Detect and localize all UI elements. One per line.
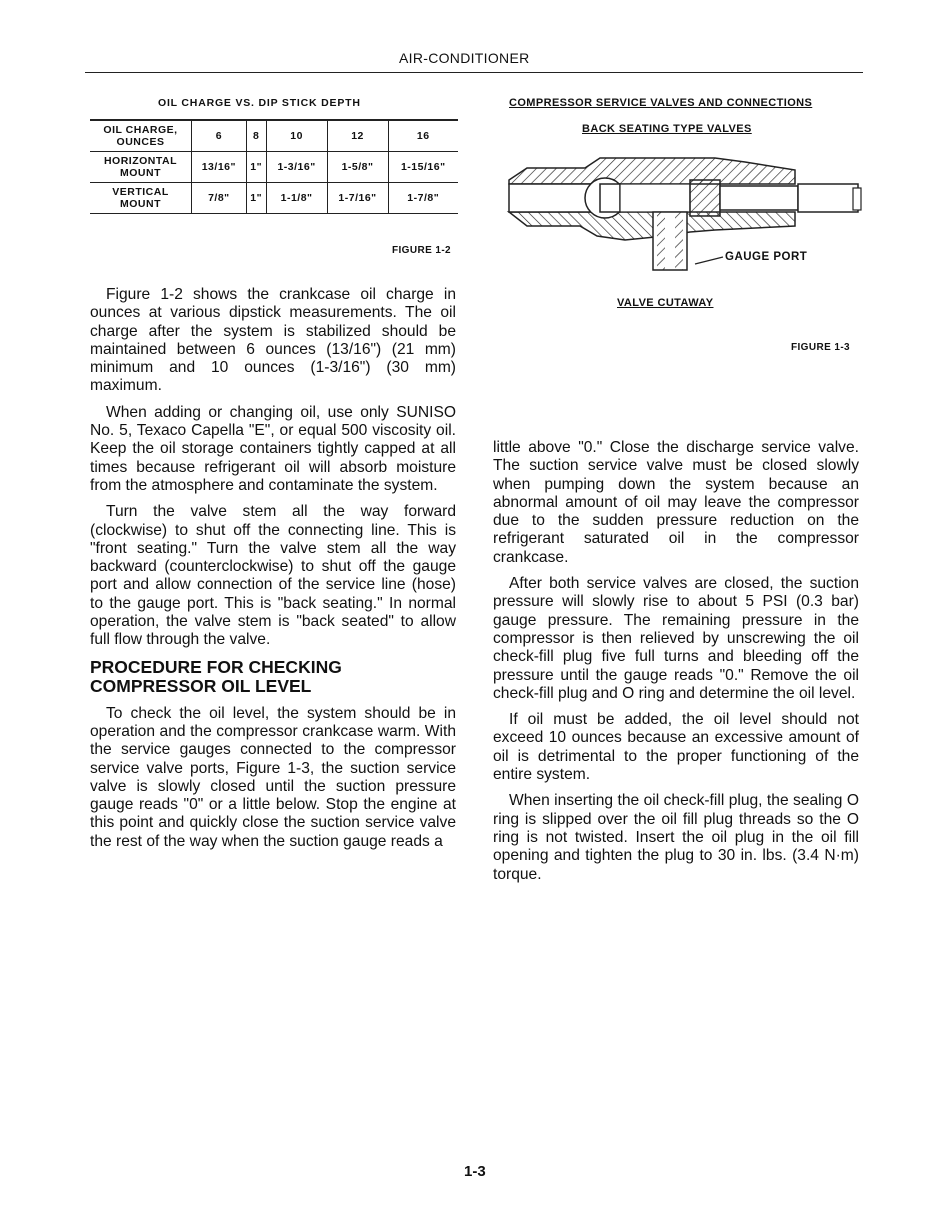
paragraph: Figure 1-2 shows the crankcase oil charge in ounces at various dipstick measurements. The oil charge after the system is stabilized should be maintained between 6 ounces (13/16") (21 mm) minimum and 10 ounces (1-3/16") (30 mm) maximum. <box>90 286 456 395</box>
table-cell: 1-7/8" <box>388 183 458 214</box>
page-number: 1-3 <box>464 1163 486 1180</box>
gauge-port-label: GAUGE PORT <box>725 251 808 263</box>
table-cell: 16 <box>388 120 458 152</box>
table-cell: 1" <box>246 152 266 183</box>
table-cell: 1-3/16" <box>266 152 327 183</box>
figure-1-3-subtitle: BACK SEATING TYPE VALVES <box>582 123 752 135</box>
paragraph: To check the oil level, the system should be in operation and the compressor crankcase warm. With the service gauges connected to the compressor service valve ports, Figure 1-3, the suction service valve is slowly closed until the suction pressure gauge reads "0" or a little below. Stop the engine at this point and quickly close the suction service valve the rest of the way when the suction gauge reads a <box>90 704 456 850</box>
table-cell: 8 <box>246 120 266 152</box>
table-row <box>90 152 458 183</box>
paragraph: Turn the valve stem all the way forward (clockwise) to shut off the connecting line. This is "front seating." Turn the valve stem all the way backward (counterclockwise) to shut off the gauge port and allow connection of the service line (hose) to the gauge port. This is "back seating." In normal operation, the valve stem is "back seated" to allow full flow through the valve. <box>90 503 456 649</box>
table-cell: 12 <box>327 120 388 152</box>
table-row <box>90 120 458 152</box>
paragraph: After both service valves are closed, the suction pressure will slowly rise to about 5 PSI (0.3 bar) gauge pressure. The remaining pressure in the compressor is then relieved by unscrewing the oil check-fill plug five full turns and bleeding off the pressure until the gauge reads "0." Remove the oil check-fill plug and O ring and determine the oil level. <box>493 575 859 702</box>
row-label: OIL CHARGE, OUNCES <box>90 120 192 152</box>
paragraph: When inserting the oil check-fill plug, the sealing O ring is slipped over the oil fill plug threads so the O ring is not twisted. Insert the oil plug in the oil fill opening and tighten the plug to 30 in. lbs. (3.4 N·m) torque. <box>493 792 859 883</box>
section-heading: PROCEDURE FOR CHECKING COMPRESSOR OIL LEVEL <box>90 656 342 696</box>
left-column <box>90 286 456 859</box>
paragraph: If oil must be added, the oil level should not exceed 10 ounces because an excessive amount of oil is detrimental to the proper functioning of the entire system. <box>493 711 859 784</box>
header-title: AIR-CONDITIONER <box>399 50 530 66</box>
row-label: VERTICAL MOUNT <box>90 183 192 214</box>
oil-table-title: OIL CHARGE VS. DIP STICK DEPTH <box>158 97 361 109</box>
table-cell: 6 <box>192 120 247 152</box>
valve-cutaway-label: VALVE CUTAWAY <box>617 297 714 309</box>
figure-1-2-caption: FIGURE 1-2 <box>392 245 452 256</box>
table-cell: 1-15/16" <box>388 152 458 183</box>
table-cell: 1-7/16" <box>327 183 388 214</box>
right-column <box>493 439 859 892</box>
table-row <box>90 183 458 214</box>
table-cell: 1-5/8" <box>327 152 388 183</box>
table-cell: 7/8" <box>192 183 247 214</box>
table-cell: 1" <box>246 183 266 214</box>
page-header <box>85 48 863 73</box>
oil-charge-table <box>90 119 458 214</box>
paragraph: When adding or changing oil, use only SUNISO No. 5, Texaco Capella "E", or equal 500 viscosity oil. Keep the oil storage containers tightly capped at all times because refrigerant oil will absorb moisture from the atmosphere and contaminate the system. <box>90 403 456 494</box>
paragraph: little above "0." Close the discharge service valve. The suction service valve must be closed slowly when pumping down the system because an abnormal amount of oil may leave the compressor due to the sudden pressure reduction on the refrigerant saturated oil in the compressor crankcase. <box>493 439 859 566</box>
figure-1-3-caption: FIGURE 1-3 <box>791 342 851 353</box>
figure-1-3-title: COMPRESSOR SERVICE VALVES AND CONNECTIONS <box>509 97 813 109</box>
table-cell: 13/16" <box>192 152 247 183</box>
table-cell: 1-1/8" <box>266 183 327 214</box>
table-cell: 10 <box>266 120 327 152</box>
row-label: HORIZONTAL MOUNT <box>90 152 192 183</box>
valve-cutaway-diagram <box>505 140 867 290</box>
